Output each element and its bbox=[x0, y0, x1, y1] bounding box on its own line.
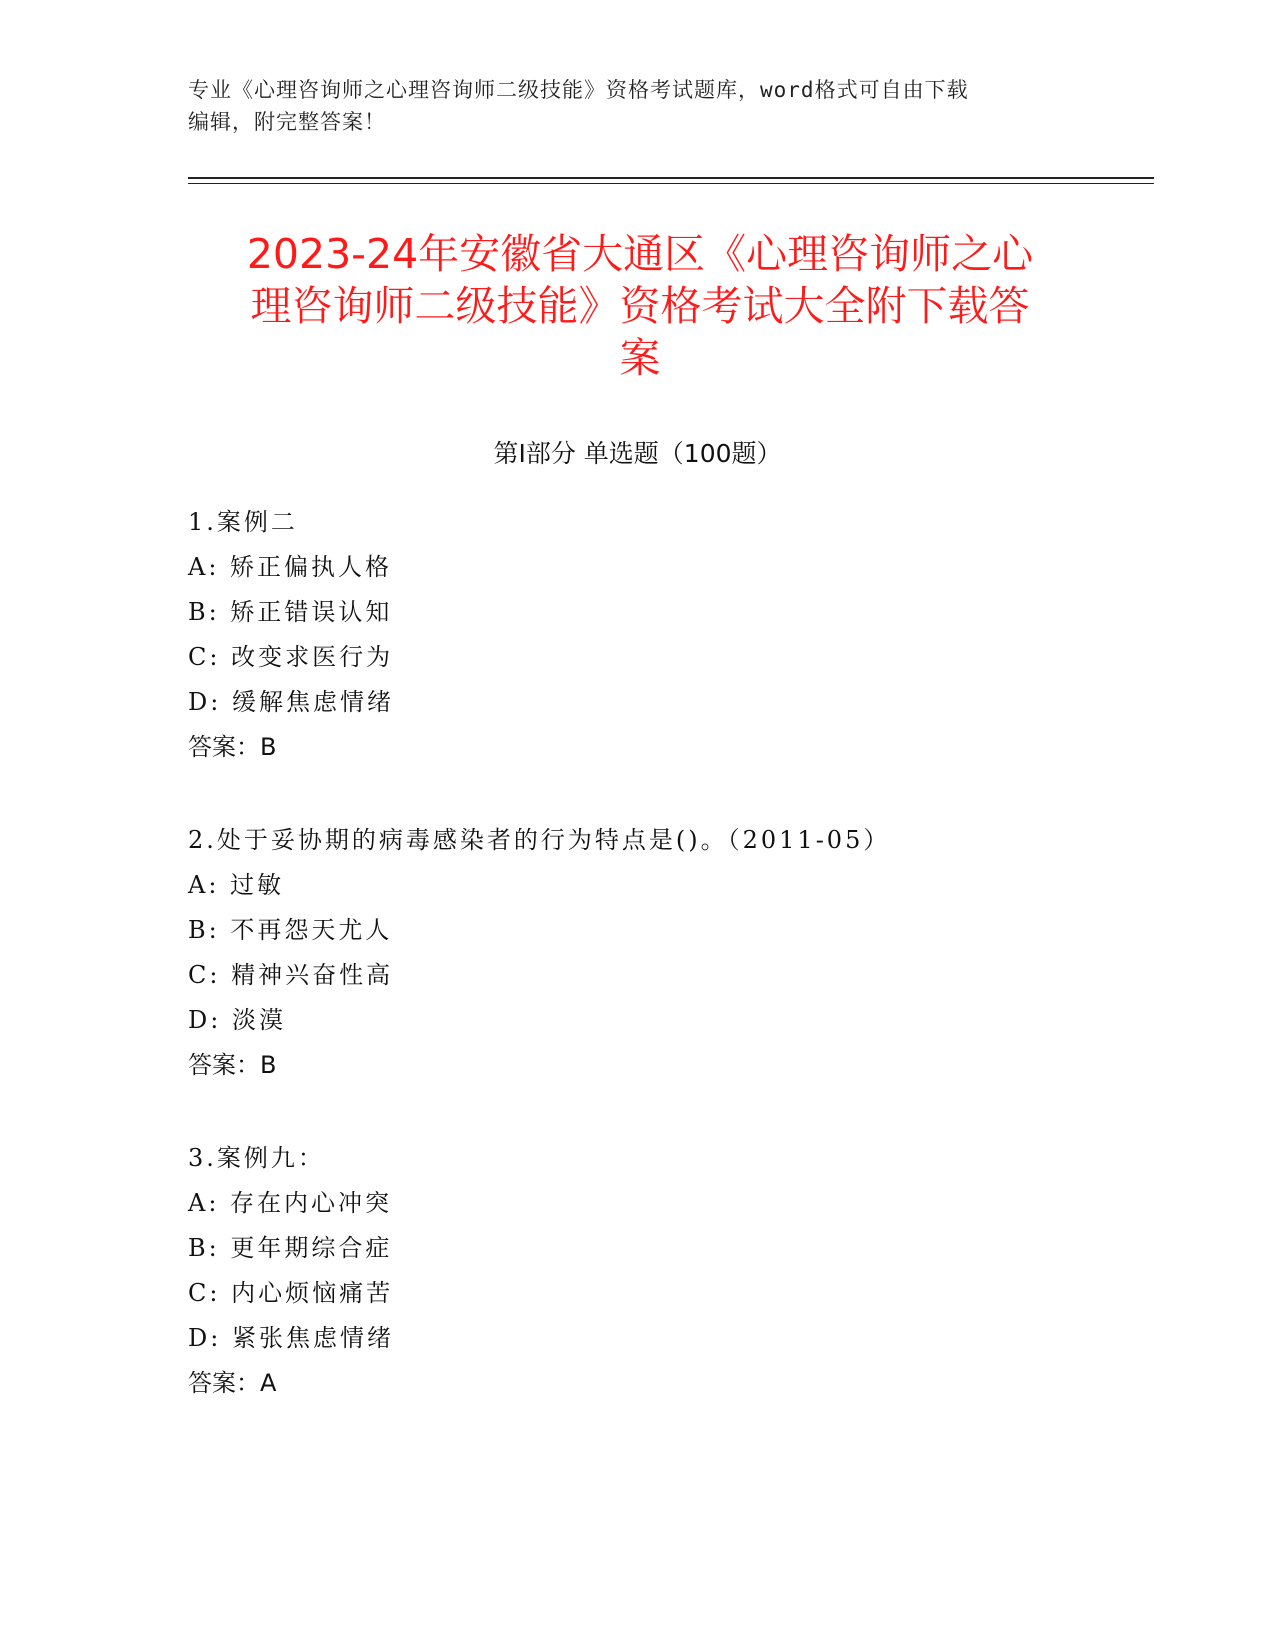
header-divider-thick bbox=[188, 177, 1154, 179]
option-c: C: 精神兴奋性高 bbox=[188, 961, 394, 989]
option-b: B: 矫正错误认知 bbox=[188, 598, 393, 626]
question-stem: 2.处于妥协期的病毒感染者的行为特点是()。（2011-05） bbox=[188, 826, 891, 854]
title-line-3: 案 bbox=[619, 334, 661, 382]
header-note bbox=[188, 74, 1088, 138]
option-a: A: 过敏 bbox=[188, 871, 285, 899]
question-3 bbox=[188, 1136, 1088, 1406]
answer: 答案：B bbox=[188, 733, 277, 761]
option-c: C: 改变求医行为 bbox=[188, 643, 394, 671]
option-d: D: 缓解焦虑情绪 bbox=[188, 688, 394, 716]
option-c: C: 内心烦恼痛苦 bbox=[188, 1279, 394, 1307]
section-heading: 第I部分 单选题（100题） bbox=[493, 439, 782, 468]
header-divider-thin bbox=[188, 183, 1154, 184]
title-line-2: 理咨询师二级技能》资格考试大全附下载答 bbox=[250, 282, 1030, 330]
option-b: B: 不再怨天尤人 bbox=[188, 916, 393, 944]
document-title bbox=[190, 228, 1090, 384]
question-1 bbox=[188, 500, 1088, 770]
question-stem: 3.案例九： bbox=[188, 1144, 325, 1172]
option-d: D: 紧张焦虑情绪 bbox=[188, 1324, 394, 1352]
header-note-line-1: 专业《心理咨询师之心理咨询师二级技能》资格考试题库，word格式可自由下载 bbox=[188, 78, 969, 102]
question-2 bbox=[188, 818, 1088, 1088]
question-stem: 1.案例二 bbox=[188, 508, 298, 536]
answer: 答案：B bbox=[188, 1051, 277, 1079]
answer: 答案：A bbox=[188, 1369, 277, 1397]
option-d: D: 淡漠 bbox=[188, 1006, 286, 1034]
option-a: A: 矫正偏执人格 bbox=[188, 553, 393, 581]
title-line-1: 2023-24年安徽省大通区《心理咨询师之心 bbox=[246, 230, 1034, 278]
header-note-line-2: 编辑，附完整答案！ bbox=[188, 110, 386, 134]
option-b: B: 更年期综合症 bbox=[188, 1234, 393, 1262]
option-a: A: 存在内心冲突 bbox=[188, 1189, 393, 1217]
